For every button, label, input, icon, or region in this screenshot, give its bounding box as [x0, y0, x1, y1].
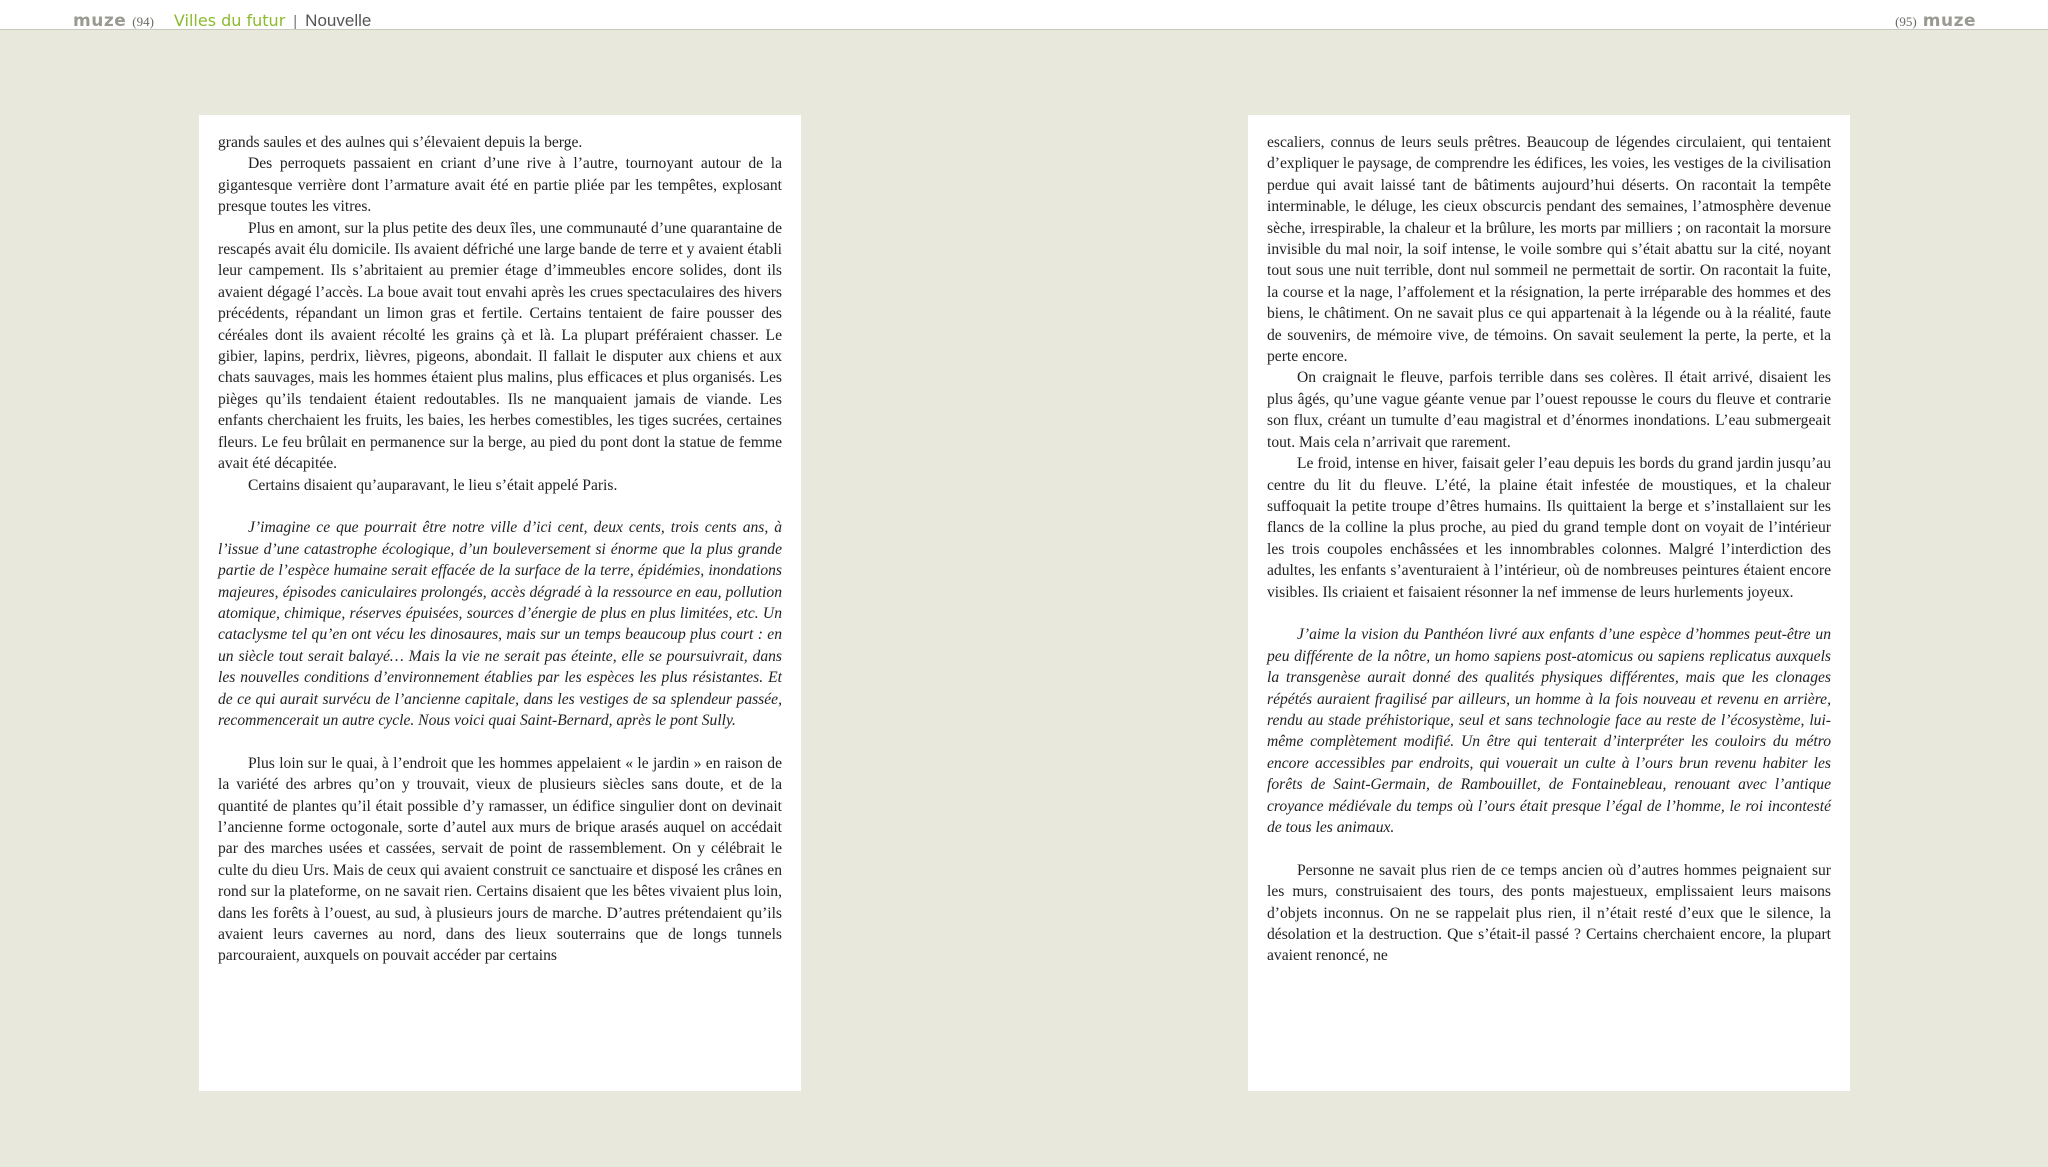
right-paragraph: Personne ne savait plus rien de ce temps ancien où d’autres hommes peignaient sur les murs, construisaient des tours, des ponts majestueux, emplissaient leurs maisons d’objets inconnus. On ne se rappelait plus rien, il n’était resté d’eux que le silence, la désolation et la destruction. Que s’était-il passé ? Certains cherchaient encore, la plupart avaient renoncé, ne [1267, 861, 1831, 965]
brand-logo-right: muze [1922, 11, 1976, 31]
left-paragraph: Des perroquets passaient en criant d’une rive à l’autre, tournoyant autour de la gigantesque verrière dont l’armature avait été en partie pliée par les tempêtes, explosant presque toutes les vitres. [218, 155, 782, 216]
top-header-bar [0, 0, 2048, 30]
brand-logo-left: muze [73, 11, 127, 31]
right-page [1248, 115, 1850, 1091]
right-paragraph: On craignait le fleuve, parfois terrible dans ses colères. Il était arrivé, disaient les plus âgés, qu’une vague géante venue par l’ouest repousse le cours du fleuve et contrarie son flux, créant un tumulte d’eau magistral et d’énormes inondations. L’eau submergeait tout. Mais cela n’arrivait que rarement. [1267, 369, 1831, 451]
header-separator: | [293, 13, 298, 30]
right-paragraph: Le froid, intense en hiver, faisait geler l’eau depuis les bords du grand jardin jusqu’au centre du lit du fleuve. L’été, la plaine était infestée de moustiques, et la chaleur suffoquait la petite troupe d’êtres humains. Ils quittaient la berge et s’installaient sur les flancs de la colline la plus proche, au pied du grand temple dont on voyait de l’intérieur les trois coupoles enchâssées et les innombrables colonnes. Malgré l’interdiction des adultes, les enfants s’aventuraient à l’intérieur, où de nombreuses peintures étaient encore visibles. Ils criaient et faisaient résonner la nef immense de leurs hurlements joyeux. [1267, 455, 1831, 601]
left-paragraph: Certains disaient qu’auparavant, le lieu s’était appelé Paris. [248, 476, 618, 494]
section-subtitle: Nouvelle [305, 11, 372, 30]
header-right [1889, 11, 1976, 31]
page-number-left: (94) [132, 14, 154, 29]
header-left [73, 11, 371, 31]
left-italic-paragraph: J’imagine ce que pourrait être notre ville d’ici cent, deux cents, trois cents ans, à l’issue d’une catastrophe écologique, d’un bouleversement si énorme que la plus grande partie de l’espèce humaine serait effacée de la surface de la terre, épidémies, inondations majeures, épisodes caniculaires prolongés, accès dégradé à la ressource en eau, pollution atomique, chimique, réserves épuisées, sources d’énergie de plus en plus limitées, etc. Un cataclysme tel qu’en ont vécu les dinosaures, mais sur un temps beaucoup plus court : en un siècle tout serait balayé… Mais la vie ne serait pas éteinte, elle se poursuivrait, dans les nouvelles conditions d’environnement établies par les espèces les plus résistantes. Et de ce qui aurait survécu de l’ancienne capitale, dans les vestiges de sa splendeur passée, recommencerait un autre cycle. Nous voici quai Saint-Bernard, après le pont Sully. [218, 519, 782, 729]
left-paragraph: grands saules et des aulnes qui s’élevaient depuis la berge. [218, 134, 583, 151]
page-number-right: (95) [1895, 14, 1917, 29]
left-paragraph: Plus en amont, sur la plus petite des deux îles, une communauté d’une quarantaine de rescapés avait élu domicile. Ils avaient défriché une large bande de terre et y avaient établi leur campement. Ils s’abritaient au premier étage d’immeubles encore solides, dont ils avaient dégagé l’accès. La boue avait tout envahi après les crues spectaculaires des hivers précédents, répandant un limon gras et fertile. Certains tentaient de faire pousser des céréales dont ils avaient récolté les grains çà et là. La plupart préféraient chasser. Le gibier, lapins, perdrix, lièvres, pigeons, abondait. Il fallait le disputer aux chiens et aux chats sauvages, mais les hommes étaient plus malins, plus efficaces et plus organisés. Les pièges qu’ils tendaient étaient redoutables. Ils ne manquaient jamais de viande. Les enfants cherchaient les fruits, les baies, les herbes comestibles, les tiges sucrées, certaines fleurs. Le feu brûlait en permanence sur la berge, au pied du pont dont la statue de femme avait été décapitée. [218, 219, 782, 473]
left-paragraph: Plus loin sur le quai, à l’endroit que les hommes appelaient « le jardin » en raison de la variété des arbres qu’on y trouvait, vieux de plusieurs siècles sans doute, et de la quantité de plantes qu’il était possible d’y ramasser, un édifice singulier dont on devinait l’ancienne forme octogonale, sorte d’autel aux murs de brique arasés auquel on accédait par des marches usées et cassées, servait de point de rassemblement. On y célébrait le culte du dieu Urs. Mais de ceux qui avaient construit ce sanctuaire et disposé les crânes en rond sur la plateforme, on ne savait rien. Certains disaient que les bêtes vivaient plus loin, dans les forêts à l’ouest, au sud, à plusieurs jours de marche. D’autres prétendaient qu’ils avaient leurs cavernes au nord, dans des lieux souterrains que de longs tunnels parcouraient, auxquels on pouvait accéder par certains [218, 754, 782, 965]
right-paragraph: escaliers, connus de leurs seuls prêtres. Beaucoup de légendes circulaient, qui tentaient d’expliquer le paysage, de comprendre les édifices, les voies, les vestiges de la civilisation perdue qui avait laissé tant de bâtiments aujourd’hui déserts. On racontait la tempête interminable, le déluge, les cieux obscurcis pendant des semaines, l’atmosphère devenue sèche, irrespirable, la chaleur et la brûlure, les morts par milliers ; on racontait la morsure invisible du mal noir, la soif intense, le voile sombre qui s’était abattu sur la cité, noyant tout sous une nuit terrible, dont nul sommeil ne permettait de sortir. On racontait la fuite, la course et la nage, l’affolement et la résignation, la perte irréparable des hommes et des biens, le châtiment. On ne savait plus ce qui appartenait à la légende ou à la réalité, faute de souvenirs, de mémoire vive, de témoins. On savait seulement la perte, la perte, et la perte encore. [1267, 134, 1831, 366]
right-italic-paragraph: J’aime la vision du Panthéon livré aux enfants d’une espèce d’hommes peut-être un peu différente de la nôtre, un homo sapiens post-atomicus ou sapiens replicatus auxquels la transgenèse aurait donné des qualités physiques différentes, mais que les clonages répétés auraient fragilisé par ailleurs, un homme à la fois nouveau et revenu en arrière, rendu au stade préhistorique, seul et sans technologie face au reste de l’écosystème, lui-même complètement modifié. Un être qui tenterait d’interpréter les couloirs du métro encore accessibles par endroits, qui vouerait un culte à l’ours brun revenu habiter les forêts de Saint-Germain, de Rambouillet, de Fontainebleau, renouant avec l’antique croyance médiévale du temps où l’ours était presque l’égal de l’homme, le roi incontesté de tous les animaux. [1267, 626, 1831, 836]
left-page [199, 115, 801, 1091]
section-title: Villes du futur [173, 11, 286, 30]
